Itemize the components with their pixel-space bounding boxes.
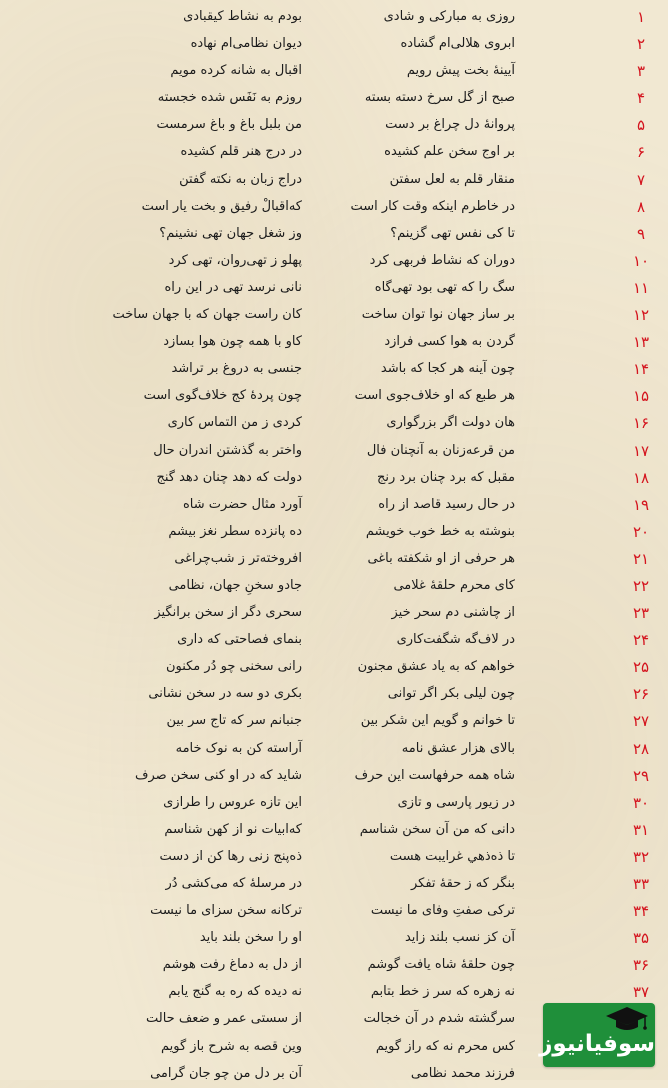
verse-row bbox=[0, 139, 668, 166]
verse-number: ۲۵ bbox=[632, 658, 650, 677]
first-hemistich: منقار قلم به لعل سفتن bbox=[389, 171, 515, 187]
verse-row bbox=[0, 85, 668, 112]
verse-number: ۸ bbox=[636, 197, 646, 216]
second-hemistich: که‌اقبالْ رفیق و بخت یار است bbox=[141, 198, 302, 214]
verse-row bbox=[0, 519, 668, 546]
second-hemistich: پهلو ز تهی‌روان، تهی کرد bbox=[168, 252, 302, 268]
verse-number: ۱۱ bbox=[632, 278, 650, 297]
verse-number: ۲۰ bbox=[632, 522, 650, 541]
verse-row bbox=[0, 708, 668, 735]
poem-verse-list bbox=[0, 4, 668, 1088]
second-hemistich: دولت که دهد چنان دهد گنج bbox=[156, 469, 302, 485]
first-hemistich: سگ را که تهی بود تهی‌گاه bbox=[374, 279, 515, 295]
verse-number: ۷ bbox=[636, 170, 646, 189]
first-hemistich: صبح از گل سرخ دسته بسته bbox=[364, 90, 515, 106]
second-hemistich: کاو با همه چون هوا بسازد bbox=[163, 334, 302, 350]
second-hemistich: آن بر دل من چو جان گرامی bbox=[150, 1065, 302, 1081]
verse-number: ۴ bbox=[636, 89, 646, 108]
verse-row bbox=[0, 627, 668, 654]
verse-number: ۳ bbox=[636, 62, 646, 81]
verse-number: ۳۶ bbox=[632, 956, 650, 975]
verse-number: ۱۷ bbox=[632, 441, 650, 460]
verse-row bbox=[0, 790, 668, 817]
second-hemistich: سحری دگر از سخن برانگیز bbox=[154, 605, 302, 621]
verse-number: ۲۹ bbox=[632, 766, 650, 785]
verse-row bbox=[0, 573, 668, 600]
second-hemistich: واختر به گذشتن اندران حال bbox=[153, 442, 302, 458]
first-hemistich: چون آینه هر کجا که باشد bbox=[380, 361, 515, 377]
verse-number: ۵ bbox=[636, 116, 646, 135]
verse-number: ۱ bbox=[636, 8, 646, 26]
verse-row bbox=[0, 465, 668, 492]
second-hemistich: در درج هنر قلم کشیده bbox=[180, 144, 302, 160]
first-hemistich: گردن به هوا کسی فرازد bbox=[384, 334, 515, 350]
verse-row bbox=[0, 492, 668, 519]
second-hemistich: بودم به نشاط کیقبادی bbox=[183, 9, 302, 24]
second-hemistich: اقبال به شانه کرده مویم bbox=[170, 63, 302, 79]
second-hemistich: در مرسلهٔ که می‌کشی دُر bbox=[165, 876, 302, 891]
verse-row bbox=[0, 383, 668, 410]
verse-row bbox=[0, 31, 668, 58]
second-hemistich: وین قصه به شرح باز گویم bbox=[161, 1038, 302, 1054]
first-hemistich: بر ساز جهان نوا توان ساخت bbox=[361, 307, 515, 323]
verse-number: ۳۰ bbox=[632, 793, 650, 812]
first-hemistich: سرگشته شدم در آن خجالت bbox=[363, 1011, 515, 1027]
first-hemistich: شاه همه حرفهاست این حرف bbox=[354, 767, 515, 783]
second-hemistich: آراسته کن به نوک خامه bbox=[175, 740, 302, 756]
verse-number: ۳۱ bbox=[632, 820, 650, 839]
verse-number: ۲۴ bbox=[632, 631, 650, 650]
first-hemistich: خواهم که به یاد عشق مجنون bbox=[357, 659, 515, 675]
verse-row bbox=[0, 167, 668, 194]
verse-row bbox=[0, 952, 668, 979]
second-hemistich: افروخته‌تر ز شب‌چراغی bbox=[174, 550, 302, 566]
second-hemistich: وز شغل جهان تهی نشینم؟ bbox=[159, 225, 302, 241]
verse-row bbox=[0, 438, 668, 465]
verse-row bbox=[0, 763, 668, 790]
verse-row bbox=[0, 546, 668, 573]
second-hemistich: ذه‌پنج زنی رها کن از دست bbox=[159, 848, 302, 864]
verse-number: ۱۲ bbox=[632, 306, 650, 325]
first-hemistich: روزی به مبارکی و شادی bbox=[383, 9, 515, 24]
verse-number: ۲۲ bbox=[632, 576, 650, 595]
second-hemistich: دراج زبان به نکته گفتن bbox=[179, 171, 302, 187]
verse-number: ۲۶ bbox=[632, 685, 650, 704]
first-hemistich: پروانهٔ دل چراغ بر دست bbox=[385, 117, 515, 133]
first-hemistich: در زیور پارسی و تازی bbox=[397, 794, 515, 810]
verse-number: ۱۳ bbox=[632, 333, 650, 352]
second-hemistich: بکری دو سه در سخن نشانی bbox=[148, 686, 302, 702]
second-hemistich: رانی سخنی چو دُر مکنون bbox=[165, 659, 302, 675]
verse-number: ۱۴ bbox=[632, 360, 650, 379]
verse-number: ۹ bbox=[636, 224, 646, 243]
first-hemistich: بنوشته به خط خوب خویشم bbox=[365, 523, 515, 539]
second-hemistich: کردی ز من التماس کاری bbox=[167, 415, 302, 431]
first-hemistich: هر حرفی از او شکفته باغی bbox=[367, 550, 515, 566]
verse-row bbox=[0, 654, 668, 681]
second-hemistich: از دل به دماغ رفت هوشم bbox=[162, 957, 302, 973]
verse-number: ۱۶ bbox=[632, 414, 650, 433]
first-hemistich: در خاطرم اینکه وقت کار است bbox=[350, 198, 515, 214]
second-hemistich: دیوان نظامی‌ام نهاده bbox=[190, 36, 302, 52]
verse-number: ۲۸ bbox=[632, 739, 650, 758]
second-hemistich: از سستی عمر و ضعف حالت bbox=[145, 1011, 302, 1027]
verse-row bbox=[0, 302, 668, 329]
second-hemistich: آورد مثال حضرت شاه bbox=[182, 496, 302, 512]
second-hemistich: من بلبل باغ و باغ سرمست bbox=[156, 117, 302, 133]
verse-number: ۶ bbox=[636, 143, 646, 162]
verse-number: ۲۷ bbox=[632, 712, 650, 731]
first-hemistich: در لاف‌گه شگفت‌کاری bbox=[396, 632, 515, 648]
second-hemistich: نانی نرسد تهی در این راه bbox=[164, 279, 302, 295]
first-hemistich: بنگر که ز حقهٔ تفکر bbox=[411, 876, 515, 891]
second-hemistich: کان راست جهان که با جهان ساخت bbox=[112, 307, 302, 323]
verse-number: ۳۵ bbox=[632, 929, 650, 948]
verse-number: ۲۱ bbox=[632, 549, 650, 568]
second-hemistich: او را سخن بلند باید bbox=[199, 930, 302, 946]
first-hemistich: تا کی نفس تهی گزینم؟ bbox=[390, 225, 515, 241]
first-hemistich: هر طبع که او خلاف‌جوی است bbox=[354, 388, 515, 404]
second-hemistich: جادو سخنِ جهان، نظامی bbox=[168, 577, 302, 593]
first-hemistich: هان دولت اگر بزرگواری bbox=[386, 415, 515, 431]
verse-row bbox=[0, 898, 668, 925]
first-hemistich: بالای هزار عشق نامه bbox=[401, 740, 515, 756]
first-hemistich: آیینهٔ بخت پیش رویم bbox=[406, 63, 515, 79]
verse-number: ۲ bbox=[636, 35, 646, 54]
verse-number: ۱۵ bbox=[632, 387, 650, 406]
verse-row bbox=[0, 329, 668, 356]
verse-row bbox=[0, 925, 668, 952]
verse-number: ۳۲ bbox=[632, 847, 650, 866]
verse-row bbox=[0, 275, 668, 302]
first-hemistich: دوران که نشاط فربهی کرد bbox=[369, 252, 515, 268]
first-hemistich: ابروی هلالی‌ام گشاده bbox=[400, 36, 515, 52]
verse-row bbox=[0, 221, 668, 248]
verse-row bbox=[0, 356, 668, 383]
verse-number: ۳۴ bbox=[632, 902, 650, 921]
verse-row bbox=[0, 736, 668, 763]
first-hemistich: تا ذه‌ذهي غرايبت هست bbox=[389, 848, 515, 864]
second-hemistich: این تازه عروس را طرازی bbox=[163, 794, 302, 810]
verse-number: ۳۷ bbox=[632, 983, 650, 1002]
verse-row bbox=[0, 58, 668, 85]
verse-row bbox=[0, 248, 668, 275]
first-hemistich: در حال رسید قاصد از راه bbox=[378, 496, 515, 512]
verse-row bbox=[0, 871, 668, 898]
second-hemistich: روزم به نَفَس شده خجسته bbox=[157, 90, 302, 106]
watermark-text: سوفیانیوز bbox=[539, 1031, 655, 1057]
verse-row bbox=[0, 681, 668, 708]
verse-number: ۱۰ bbox=[632, 251, 650, 270]
first-hemistich: آن کز نسب بلند زاید bbox=[404, 930, 515, 946]
first-hemistich: از چاشنی دم سحر خیز bbox=[391, 605, 515, 621]
second-hemistich: نه دیده که ره به گنج یابم bbox=[168, 984, 302, 1000]
first-hemistich: نه زهره که سر ز خط بتابم bbox=[370, 984, 515, 1000]
second-hemistich: که‌ابیات نو از کهن شناسم bbox=[164, 821, 302, 837]
second-hemistich: چون پردهٔ کج خلاف‌گوی است bbox=[143, 388, 302, 404]
first-hemistich: من قرعه‌زنان به آنچنان فال bbox=[366, 442, 515, 458]
verse-number: ۱۹ bbox=[632, 495, 650, 514]
verse-row bbox=[0, 844, 668, 871]
verse-row bbox=[0, 194, 668, 221]
second-hemistich: شاید که در او کنی سخن صرف bbox=[134, 767, 302, 783]
first-hemistich: کای محرم حلقهٔ غلامی bbox=[393, 577, 515, 593]
verse-row bbox=[0, 4, 668, 31]
sofianews-watermark-logo bbox=[539, 1003, 655, 1067]
second-hemistich: جنبانم سر که تاج سر بین bbox=[166, 713, 302, 729]
verse-number: ۱۸ bbox=[632, 468, 650, 487]
second-hemistich: ده پانزده سطر نغز بیشم bbox=[168, 523, 302, 539]
verse-number: ۳۳ bbox=[632, 875, 650, 893]
second-hemistich: ترکانه سخن سزای ما نیست bbox=[150, 903, 302, 919]
first-hemistich: کس محرم نه که راز گویم bbox=[375, 1038, 515, 1054]
first-hemistich: چون حلقهٔ شاه یافت گوشم bbox=[367, 957, 515, 973]
first-hemistich: دانی که من آن سخن شناسم bbox=[359, 821, 515, 837]
verse-row bbox=[0, 112, 668, 139]
verse-row bbox=[0, 600, 668, 627]
second-hemistich: جنسی به دروغ بر تراشد bbox=[171, 361, 302, 377]
first-hemistich: مقبل که برد چنان برد رنج bbox=[376, 469, 515, 485]
first-hemistich: چون لیلی بکر اگر توانی bbox=[387, 686, 515, 702]
second-hemistich: بنمای فصاحتی که داری bbox=[177, 632, 302, 648]
first-hemistich: فرزند محمد نظامی bbox=[410, 1065, 515, 1081]
verse-number: ۲۳ bbox=[632, 604, 650, 623]
first-hemistich: تا خوانم و گویم این شکر بین bbox=[360, 713, 515, 729]
verse-row bbox=[0, 410, 668, 437]
first-hemistich: بر اوج سخن علم کشیده bbox=[384, 144, 515, 160]
verse-row bbox=[0, 817, 668, 844]
first-hemistich: ترکی صفتِ وفای ما نیست bbox=[370, 903, 515, 919]
